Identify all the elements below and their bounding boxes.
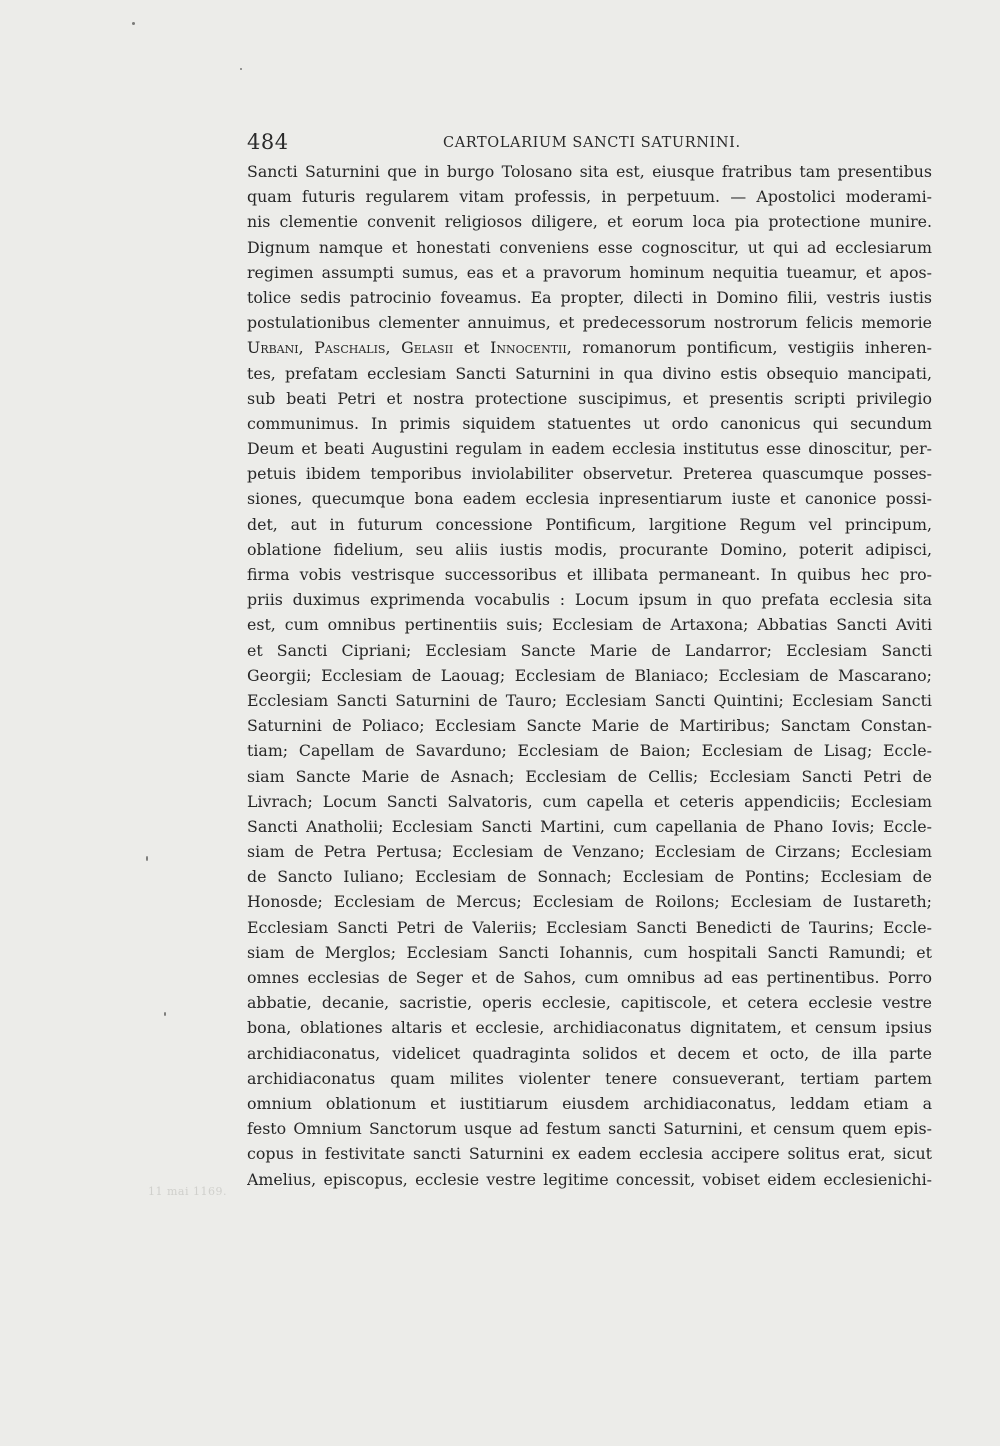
text-line: siam Sancte Marie de Asnach; Ecclesiam de Cellis; Ecclesiam Sancti Petri de (247, 766, 932, 786)
text-line: siam de Merglos; Ecclesiam Sancti Iohannis, cum hospitali Sancti Ramundi; et (247, 942, 932, 962)
text-line: tes, prefatam ecclesiam Sancti Saturnini in qua divino estis obsequio mancipati, (247, 363, 932, 383)
text-line: Deum et beati Augustini regulam in eadem ecclesia institutus esse dinoscitur, per- (247, 439, 932, 459)
text-line: oblatione fidelium, seu aliis iustis modis, procurante Domino, poterit adipisci, (247, 539, 932, 559)
pope-name-urbani: Urbani, (247, 338, 304, 358)
paper-speck (164, 1012, 166, 1016)
text-line: Sancti Anatholii; Ecclesiam Sancti Martini, cum capellania de Phano Iovis; Eccle- (247, 816, 932, 836)
text-line: Livrach; Locum Sancti Salvatoris, cum capella et ceteris appendiciis; Ecclesiam (247, 791, 932, 811)
text-line-popes (247, 335, 932, 360)
text-line: tolice sedis patrocinio foveamus. Ea propter, dilecti in Domino filii, vestris iustis (247, 287, 932, 307)
text-line: nis clementie convenit religiosos diligere, et eorum loca pia protectione munire. (247, 212, 932, 232)
text-line: archidiaconatus, videlicet quadraginta solidos et decem et octo, de illa parte (247, 1043, 932, 1063)
text-line: bona, oblationes altaris et ecclesie, archidiaconatus dignitatem, et censum ipsius (247, 1018, 932, 1038)
running-head (247, 130, 932, 160)
paper-speck (146, 856, 148, 861)
text-line: Georgii; Ecclesiam de Laouag; Ecclesiam de Blaniaco; Ecclesiam de Mascarano; (247, 665, 932, 685)
text-line: archidiaconatus quam milites violenter tenere consueverant, tertiam partem (247, 1068, 932, 1088)
text-line: Sancti Saturnini que in burgo Tolosano sita est, eiusque fratribus tam presentibus (247, 162, 932, 181)
margin-note: 11 mai 1169. (148, 1185, 227, 1198)
text-line: de Sancto Iuliano; Ecclesiam de Sonnach; Ecclesiam de Pontins; Ecclesiam de (247, 867, 932, 887)
paper-speck (240, 68, 242, 70)
text-line: priis duximus exprimenda vocabulis : Locum ipsum in quo prefata ecclesia sita (247, 590, 932, 610)
text-line: siam de Petra Pertusa; Ecclesiam de Venzano; Ecclesiam de Cirzans; Ecclesiam (247, 842, 932, 862)
text-line: festo Omnium Sanctorum usque ad festum sancti Saturnini, et censum quem epis- (247, 1119, 932, 1139)
text-line: Saturnini de Poliaco; Ecclesiam Sancte Marie de Martiribus; Sanctam Constan- (247, 716, 932, 736)
pope-name-innocentii: Innocentii, (490, 338, 572, 358)
text-line: Ecclesiam Sancti Petri de Valeriis; Ecclesiam Sancti Benedicti de Taurins; Eccle- (247, 917, 932, 937)
text-line: abbatie, decanie, sacristie, operis ecclesie, capitiscole, et cetera ecclesie vestre (247, 993, 932, 1013)
text-line: det, aut in futurum concessione Pontificum, largitione Regum vel principum, (247, 514, 932, 534)
pope-name-paschalis: Paschalis, (314, 338, 391, 358)
text-line: firma vobis vestrisque successoribus et illibata permaneant. In quibus hec pro- (247, 565, 932, 584)
text-line: communimus. In primis siquidem statuentes ut ordo canonicus qui secundum (247, 413, 932, 433)
text-line: siones, quecumque bona eadem ecclesia inpresentiarum iuste et canonice possi- (247, 489, 932, 509)
text-line: tiam; Capellam de Savarduno; Ecclesiam de Baion; Ecclesiam de Lisag; Eccle- (247, 741, 932, 761)
text-line: Ecclesiam Sancti Saturnini de Tauro; Ecclesiam Sancti Quintini; Ecclesiam Sancti (247, 690, 932, 710)
conjunction: et (463, 338, 480, 358)
text-line: Honosde; Ecclesiam de Mercus; Ecclesiam de Roilons; Ecclesiam de Iustareth; (247, 892, 932, 912)
text-line: omnium oblationum et iustitiarum eiusdem archidiaconatus, leddam etiam a (247, 1093, 932, 1113)
text-line: sub beati Petri et nostra protectione suscipimus, et presentis scripti privilegio (247, 388, 932, 408)
paper-speck (132, 22, 135, 25)
running-title: CARTOLARIUM SANCTI SATURNINI. (443, 135, 741, 151)
text-line: Amelius, episcopus, ecclesie vestre legitime concessit, vobiset eidem ecclesienichi- (247, 1169, 932, 1189)
text-line: Dignum namque et honestati conveniens esse cognoscitur, ut qui ad ecclesiarum (247, 237, 932, 257)
text-line: postulationibus clementer annuimus, et predecessorum nostrorum felicis memorie (247, 313, 932, 333)
text-line: quam futuris regularem vitam professis, in perpetuum. — Apostolici moderami- (247, 187, 932, 207)
page-number: 484 (247, 130, 289, 154)
text-line: est, cum omnibus pertinentiis suis; Ecclesiam de Artaxona; Abbatias Sancti Aviti (247, 615, 932, 635)
popes-line-rest: romanorum pontificum, vestigiis inheren- (582, 338, 932, 358)
text-line: et Sancti Cipriani; Ecclesiam Sancte Marie de Landarror; Ecclesiam Sancti (247, 640, 932, 660)
pope-name-gelasii: Gelasii (401, 338, 454, 358)
body-text (247, 159, 932, 1192)
text-line: omnes ecclesias de Seger et de Sahos, cum omnibus ad eas pertinentibus. Porro (247, 968, 932, 987)
text-line: regimen assumpti sumus, eas et a pravorum hominum nequitia tueamur, et apos- (247, 262, 932, 282)
text-line: petuis ibidem temporibus inviolabiliter observetur. Preterea quascumque posses- (247, 464, 932, 484)
text-line: copus in festivitate sancti Saturnini ex eadem ecclesia accipere solitus erat, sicut (247, 1144, 932, 1164)
